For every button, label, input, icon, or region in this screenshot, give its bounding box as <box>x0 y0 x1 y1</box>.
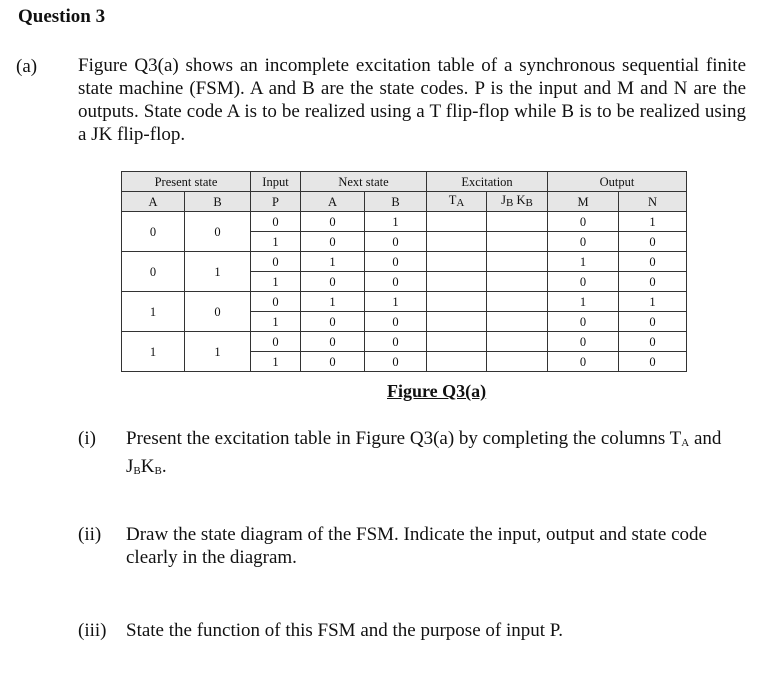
figure-caption: Figure Q3(a) <box>387 381 487 401</box>
output-m-cell: 0 <box>548 332 619 352</box>
next-b-cell: 1 <box>365 212 427 232</box>
next-a-cell: 0 <box>301 332 365 352</box>
sub-question-i-text: Present the excitation table in Figure Q3(a) by completing the columns $T_A$ and $J_BK_B$. <box>126 428 722 477</box>
question-title: Question 3 <box>18 6 106 27</box>
output-n-cell: 0 <box>619 252 687 272</box>
input-p-cell: 0 <box>251 212 301 232</box>
ta-cell <box>427 272 487 292</box>
ta-cell <box>427 232 487 252</box>
input-p-cell: 0 <box>251 292 301 312</box>
ta-cell <box>427 292 487 312</box>
next-a-cell: 1 <box>301 292 365 312</box>
col-header-b: B <box>185 192 251 212</box>
output-m-cell: 0 <box>548 272 619 292</box>
jk-cell <box>487 352 548 372</box>
present-a-cell: 0 <box>122 252 185 292</box>
sub-question-i-label: (i) <box>78 428 96 449</box>
table-row <box>122 292 687 312</box>
output-m-cell: 0 <box>548 312 619 332</box>
jk-cell <box>487 212 548 232</box>
output-m-cell: 1 <box>548 292 619 312</box>
jk-cell <box>487 312 548 332</box>
ta-cell <box>427 212 487 232</box>
input-p-cell: 1 <box>251 272 301 292</box>
col-header-next-b: B <box>365 192 427 212</box>
header-next-state: Next state <box>301 172 427 192</box>
input-p-cell: 0 <box>251 332 301 352</box>
input-p-cell: 1 <box>251 232 301 252</box>
next-a-cell: 0 <box>301 232 365 252</box>
col-header-a: A <box>122 192 185 212</box>
output-n-cell: 0 <box>619 332 687 352</box>
next-b-cell: 0 <box>365 272 427 292</box>
header-present-state: Present state <box>122 172 251 192</box>
output-m-cell: 0 <box>548 232 619 252</box>
input-p-cell: 0 <box>251 252 301 272</box>
table-row <box>122 332 687 352</box>
next-b-cell: 1 <box>365 292 427 312</box>
output-n-cell: 0 <box>619 232 687 252</box>
present-b-cell: 1 <box>185 332 251 372</box>
present-a-cell: 1 <box>122 332 185 372</box>
next-b-cell: 0 <box>365 352 427 372</box>
next-b-cell: 0 <box>365 232 427 252</box>
ta-cell <box>427 352 487 372</box>
part-a-label: (a) <box>16 56 38 77</box>
output-m-cell: 0 <box>548 352 619 372</box>
next-a-cell: 0 <box>301 212 365 232</box>
next-a-cell: 0 <box>301 352 365 372</box>
col-header-ta: $T_A$ <box>427 192 487 212</box>
col-header-p: P <box>251 192 301 212</box>
jk-cell <box>487 252 548 272</box>
present-b-cell: 1 <box>185 252 251 292</box>
ta-cell <box>427 332 487 352</box>
input-p-cell: 1 <box>251 352 301 372</box>
part-a-text: Figure Q3(a) shows an incomplete excitation table of a synchronous sequential finite state machine (FSM). A and B are the state codes. P is the input and M and N are the outputs. State code A is to be realized using a T flip-flop while B is to be realized using a JK flip-flop. <box>78 55 746 145</box>
jk-cell <box>487 272 548 292</box>
sub-question-ii-text: Draw the state diagram of the FSM. Indicate the input, output and state code clearly in the diagram. <box>126 524 707 568</box>
ta-cell <box>427 252 487 272</box>
output-n-cell: 1 <box>619 292 687 312</box>
jk-cell <box>487 292 548 312</box>
output-m-cell: 0 <box>548 212 619 232</box>
output-m-cell: 1 <box>548 252 619 272</box>
next-a-cell: 0 <box>301 272 365 292</box>
col-header-n: N <box>619 192 687 212</box>
table-row <box>122 212 687 232</box>
next-b-cell: 0 <box>365 312 427 332</box>
table-row <box>122 252 687 272</box>
present-b-cell: 0 <box>185 212 251 252</box>
output-n-cell: 1 <box>619 212 687 232</box>
input-p-cell: 1 <box>251 312 301 332</box>
jk-cell <box>487 332 548 352</box>
present-b-cell: 0 <box>185 292 251 332</box>
sub-question-iii-label: (iii) <box>78 620 107 641</box>
next-b-cell: 0 <box>365 332 427 352</box>
excitation-table <box>121 171 687 372</box>
present-a-cell: 0 <box>122 212 185 252</box>
header-input: Input <box>251 172 301 192</box>
next-a-cell: 1 <box>301 252 365 272</box>
header-excitation: Excitation <box>427 172 548 192</box>
output-n-cell: 0 <box>619 272 687 292</box>
jk-cell <box>487 232 548 252</box>
sub-question-iii-text: State the function of this FSM and the purpose of input P. <box>126 620 563 641</box>
col-header-jb-kb: $J_B$ $K_B$ <box>487 192 548 212</box>
output-n-cell: 0 <box>619 312 687 332</box>
output-n-cell: 0 <box>619 352 687 372</box>
next-b-cell: 0 <box>365 252 427 272</box>
present-a-cell: 1 <box>122 292 185 332</box>
col-header-m: M <box>548 192 619 212</box>
next-a-cell: 0 <box>301 312 365 332</box>
col-header-next-a: A <box>301 192 365 212</box>
ta-cell <box>427 312 487 332</box>
sub-question-ii-label: (ii) <box>78 524 102 545</box>
header-output: Output <box>548 172 687 192</box>
